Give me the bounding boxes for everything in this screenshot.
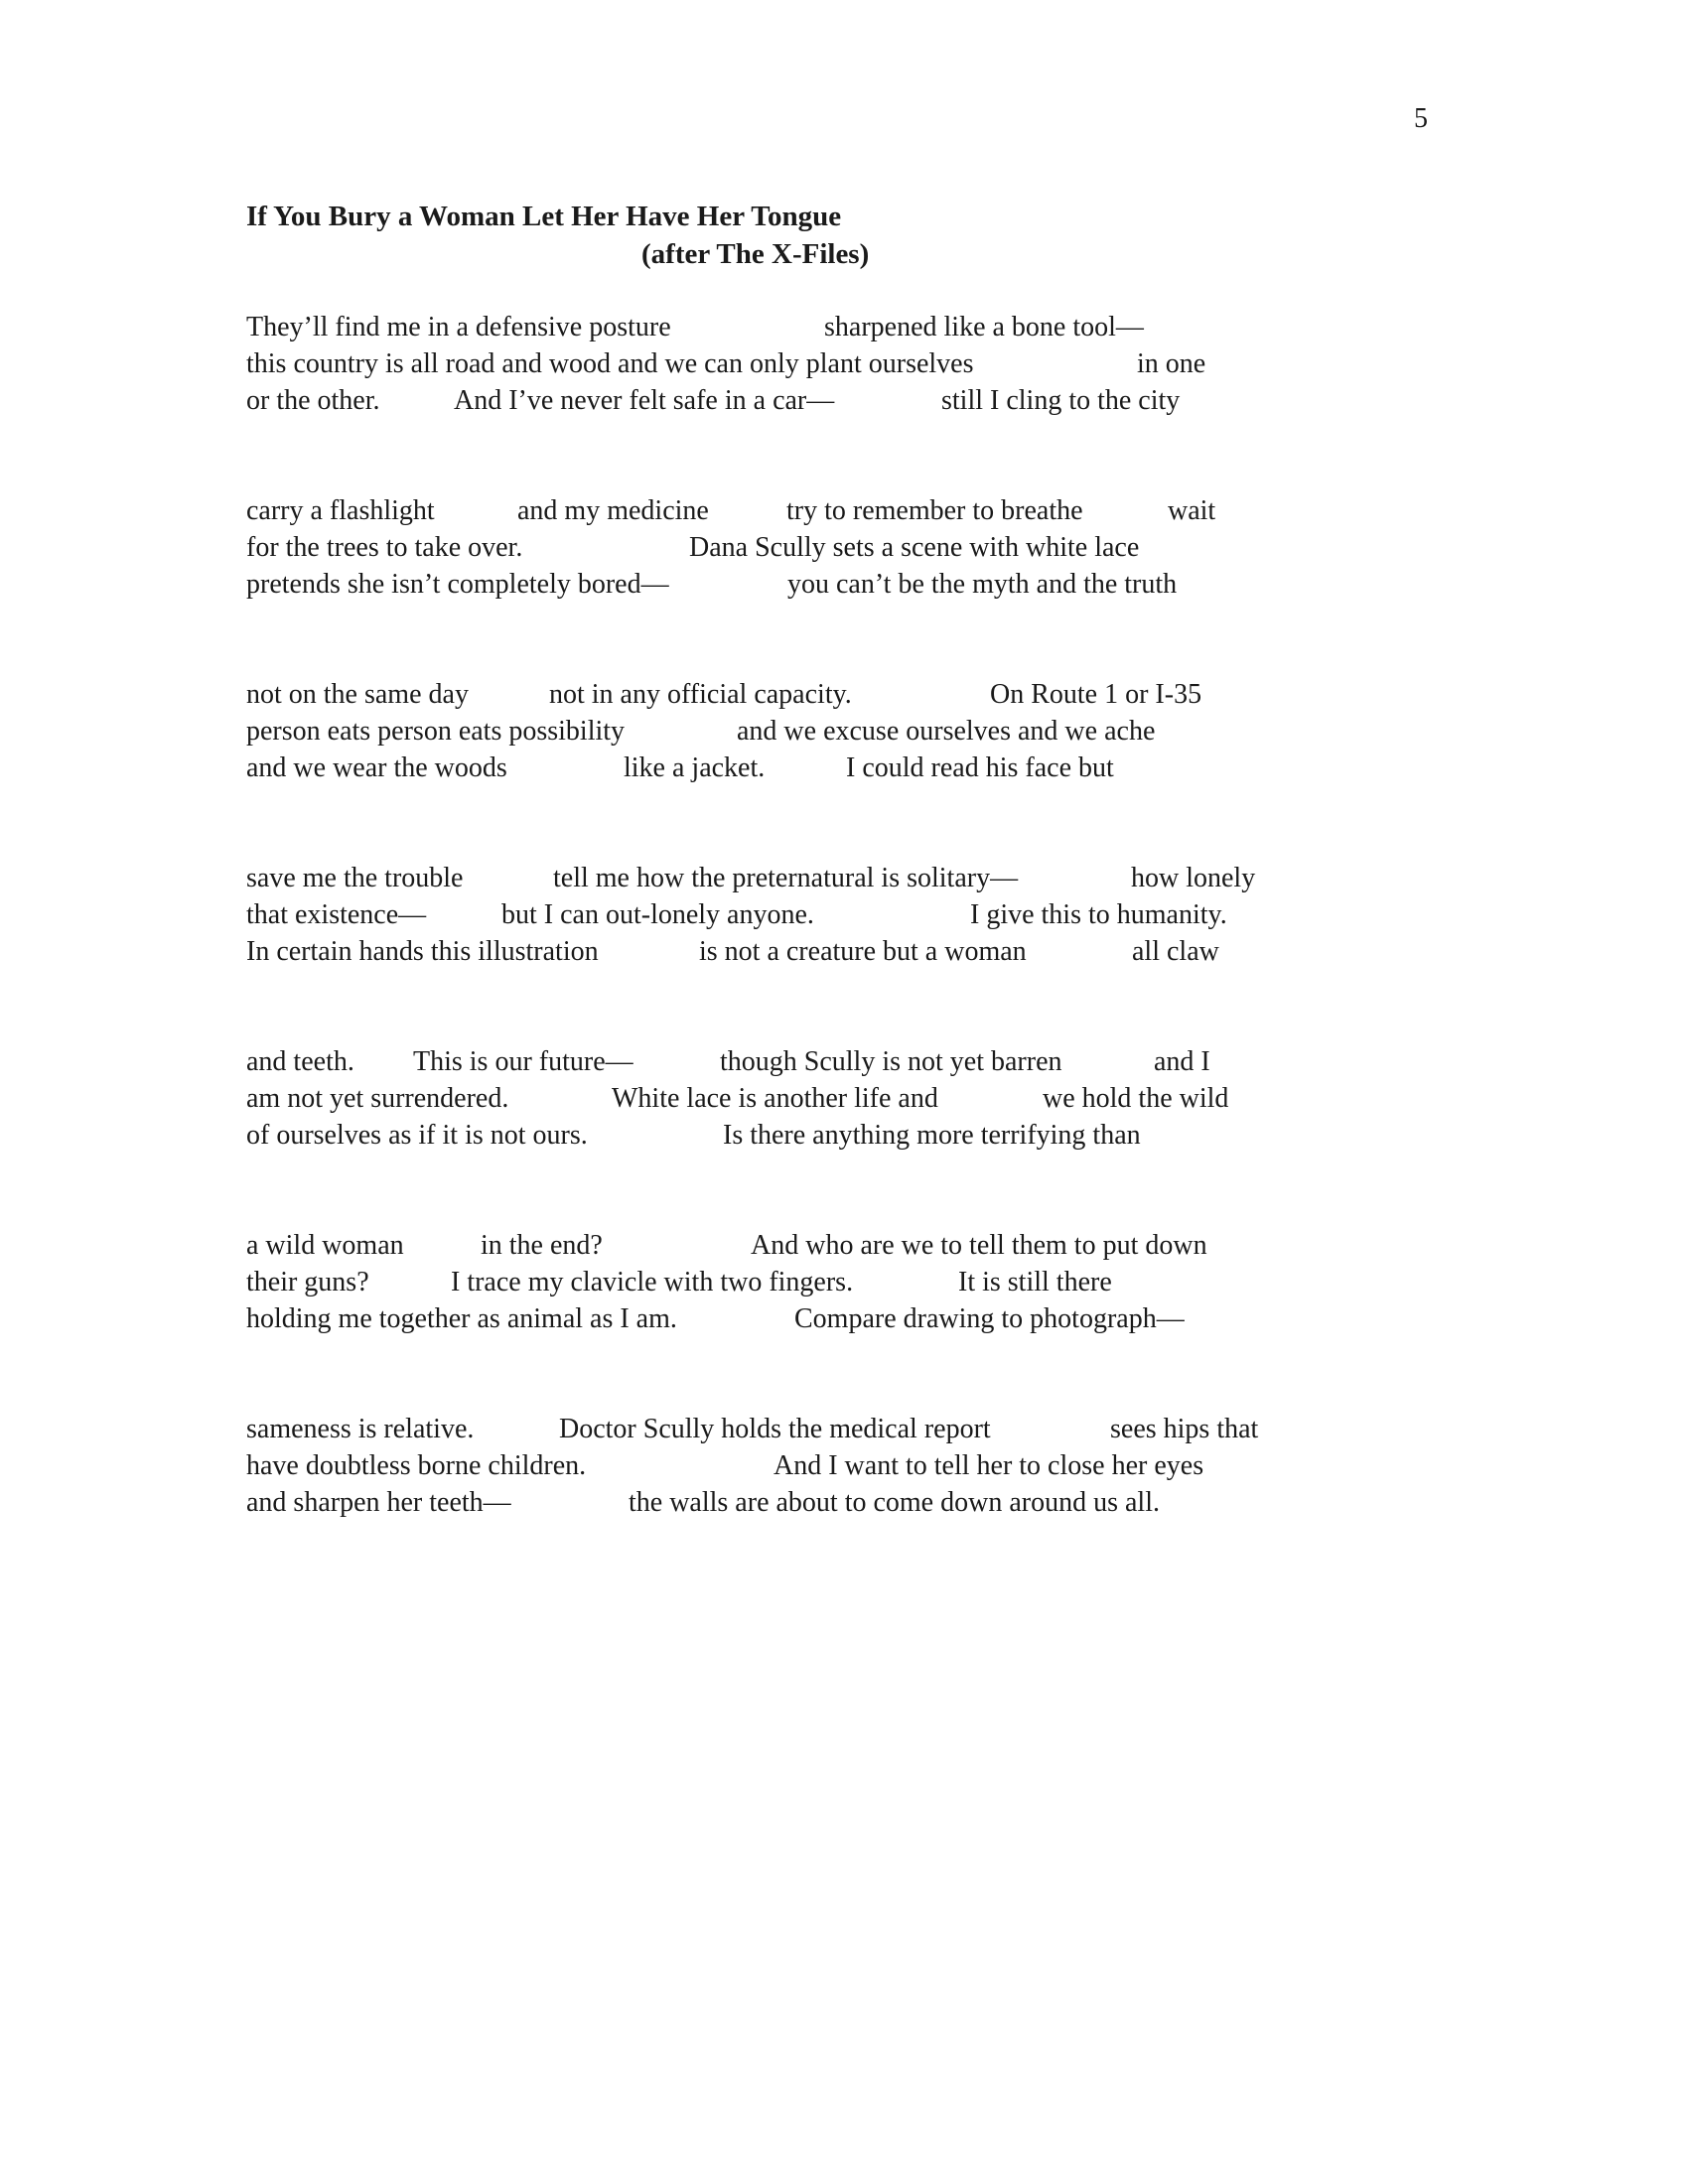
poem-phrase: White lace is another life and — [612, 1083, 938, 1114]
poem-phrase: Compare drawing to photograph— — [794, 1303, 1185, 1334]
poem-phrase: sharpened like a bone tool— — [824, 312, 1144, 342]
poem-phrase: like a jacket. — [624, 752, 766, 783]
poem-phrase: person eats person eats possibility — [246, 716, 626, 747]
poem-phrase: a wild woman — [246, 1230, 404, 1261]
poem-phrase: the walls are about to come down around us all. — [629, 1487, 1160, 1518]
stanza — [246, 1411, 1438, 1521]
poem-line — [246, 933, 1438, 970]
poem-phrase: and I — [1154, 1046, 1210, 1077]
poem-phrase: still I cling to the city — [941, 385, 1181, 416]
poem-phrase: It is still there — [958, 1267, 1112, 1297]
poem-phrase: I give this to humanity. — [970, 899, 1227, 930]
stanza — [246, 1227, 1438, 1337]
poem-phrase: tell me how the preternatural is solitary— — [553, 863, 1019, 893]
poem-line — [246, 713, 1438, 750]
poem-line — [246, 750, 1438, 786]
poem-phrase: and teeth. — [246, 1046, 354, 1077]
poem-line — [246, 1227, 1438, 1264]
poem-phrase: or the other. — [246, 385, 380, 416]
poem-line — [246, 566, 1438, 603]
stanza — [246, 676, 1438, 786]
poem-phrase: They’ll find me in a defensive posture — [246, 312, 671, 342]
poem-phrase: try to remember to breathe — [786, 495, 1083, 526]
poem-phrase: pretends she isn’t completely bored— — [246, 569, 669, 600]
poem-phrase: of ourselves as if it is not ours. — [246, 1120, 588, 1151]
poem-phrase: Is there anything more terrifying than — [723, 1120, 1141, 1151]
poem-phrase: And I want to tell her to close her eyes — [774, 1450, 1204, 1481]
poem-phrase: I trace my clavicle with two fingers. — [451, 1267, 854, 1297]
poem-phrase: though Scully is not yet barren — [720, 1046, 1062, 1077]
poem-phrase: their guns? — [246, 1267, 369, 1297]
poem-phrase: And I’ve never felt safe in a car— — [454, 385, 835, 416]
poem-phrase: for the trees to take over. — [246, 532, 523, 563]
poem-line — [246, 345, 1438, 382]
poem-phrase: Doctor Scully holds the medical report — [559, 1414, 991, 1444]
poem-phrase: and we excuse ourselves and we ache — [737, 716, 1156, 747]
poem-line — [246, 382, 1438, 419]
poem-line — [246, 1447, 1438, 1484]
poem-body — [246, 309, 1438, 1521]
poem-phrase: you can’t be the myth and the truth — [787, 569, 1178, 600]
poem-phrase: and we wear the woods — [246, 752, 507, 783]
poem-line — [246, 1300, 1438, 1337]
poem-phrase: I could read his face but — [846, 752, 1114, 783]
poem-phrase: not in any official capacity. — [549, 679, 852, 710]
poem-line — [246, 860, 1438, 896]
poem-phrase: wait — [1168, 495, 1216, 526]
poem-line — [246, 676, 1438, 713]
stanza — [246, 860, 1438, 970]
poem-line — [246, 896, 1438, 933]
poem-line — [246, 309, 1438, 345]
poem-phrase: am not yet surrendered. — [246, 1083, 509, 1114]
poem-phrase: not on the same day — [246, 679, 469, 710]
stanza — [246, 492, 1438, 603]
poem-phrase: this country is all road and wood and we can only plant ourselves — [246, 348, 974, 379]
poem-line — [246, 1411, 1438, 1447]
poem-line — [246, 1117, 1438, 1154]
poem-line — [246, 1080, 1438, 1117]
poem-subtitle: (after The X-Files) — [641, 238, 870, 270]
stanza — [246, 309, 1438, 419]
poem-line — [246, 1484, 1438, 1521]
poem-line — [246, 1043, 1438, 1080]
poem-phrase: And who are we to tell them to put down — [751, 1230, 1207, 1261]
poem-phrase: but I can out-lonely anyone. — [501, 899, 814, 930]
poem-phrase: in one — [1137, 348, 1206, 379]
poem-phrase: that existence— — [246, 899, 427, 930]
poem-phrase: carry a flashlight — [246, 495, 435, 526]
poem-phrase: sameness is relative. — [246, 1414, 475, 1444]
poem-phrase: In certain hands this illustration — [246, 936, 599, 967]
poem-line — [246, 529, 1438, 566]
poem-phrase: This is our future— — [413, 1046, 633, 1077]
poem-phrase: save me the trouble — [246, 863, 464, 893]
poem-phrase: in the end? — [481, 1230, 603, 1261]
poem-phrase: and sharpen her teeth— — [246, 1487, 511, 1518]
poem-phrase: we hold the wild — [1043, 1083, 1229, 1114]
poem-phrase: how lonely — [1131, 863, 1256, 893]
poem-phrase: and my medicine — [517, 495, 709, 526]
poem-phrase: On Route 1 or I-35 — [990, 679, 1202, 710]
stanza — [246, 1043, 1438, 1154]
poem-phrase: Dana Scully sets a scene with white lace — [689, 532, 1140, 563]
poem-line — [246, 492, 1438, 529]
poem-phrase: is not a creature but a woman — [699, 936, 1027, 967]
poem-phrase: have doubtless borne children. — [246, 1450, 587, 1481]
poem-phrase: holding me together as animal as I am. — [246, 1303, 677, 1334]
page-number: 5 — [1414, 103, 1428, 134]
poem-title: If You Bury a Woman Let Her Have Her Tongue — [246, 201, 842, 232]
poem-phrase: sees hips that — [1110, 1414, 1259, 1444]
poem-phrase: all claw — [1132, 936, 1219, 967]
poem-title-block — [246, 198, 1438, 273]
poem-line — [246, 1264, 1438, 1300]
